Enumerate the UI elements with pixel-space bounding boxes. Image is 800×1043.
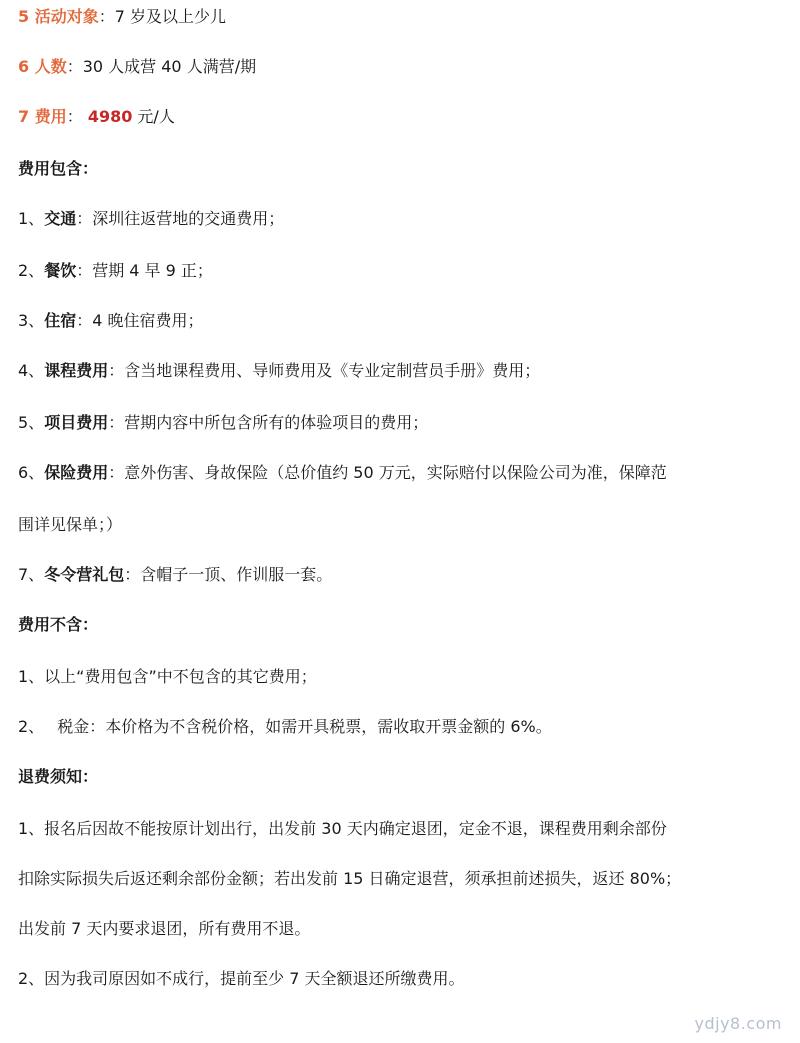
- item-number: 2、: [18, 261, 45, 280]
- item-number: 6、: [18, 463, 45, 482]
- item-number: 4、: [18, 361, 45, 380]
- item-text: ：含当地课程费用、导师费用及《专业定制营员手册》费用；: [108, 361, 541, 380]
- fee-line: [18, 104, 786, 130]
- fee-unit: 元/人: [132, 107, 175, 126]
- includes-item-continuation: 围详见保单；）: [18, 515, 123, 534]
- participant-count-value: ：30 人成营 40 人满营/期: [66, 57, 257, 76]
- item-text: ：含帽子一顶、作训服一套。: [124, 565, 333, 584]
- item-title: 交通: [44, 209, 77, 228]
- excludes-item: 1、以上“费用包含”中不包含的其它费用；: [18, 667, 317, 686]
- item-text: ：深圳往返营地的交通费用；: [76, 209, 285, 228]
- item-text: ：意外伤害、身故保险（总价值约 50 万元，实际赔付以保险公司为准，保障范: [108, 463, 667, 482]
- item-title: 项目费用: [44, 413, 109, 432]
- activity-target-value: ：7 岁及以上少儿: [98, 7, 226, 26]
- excludes-item: 2、 税金：本价格为不含税价格，如需开具税票，需收取开票金额的 6%。: [18, 717, 552, 736]
- includes-item: [18, 460, 786, 486]
- item-title: 冬令营礼包: [44, 565, 125, 584]
- item-number: 3、: [18, 311, 45, 330]
- excludes-heading: 费用不含：: [18, 615, 99, 634]
- includes-item: [18, 410, 786, 436]
- item-title: 课程费用: [44, 361, 109, 380]
- item-title: 餐饮: [44, 261, 77, 280]
- item-number: 7、: [18, 565, 45, 584]
- item-number: 1、: [18, 209, 45, 228]
- activity-target-line: [18, 4, 786, 30]
- fee-label: 7 费用: [18, 107, 67, 126]
- participant-count-line: [18, 54, 786, 80]
- refund-item-line: 出发前 7 天内要求退团，所有费用不退。: [18, 919, 311, 938]
- includes-item: [18, 562, 786, 588]
- refund-item-line: 2、因为我司原因如不成行，提前至少 7 天全额退还所缴费用。: [18, 969, 465, 988]
- item-title: 保险费用: [44, 463, 109, 482]
- includes-heading: 费用包含：: [18, 159, 99, 178]
- activity-target-label: 5 活动对象: [18, 7, 99, 26]
- site-watermark: ydjy8.com: [694, 1014, 782, 1033]
- includes-item: [18, 258, 786, 284]
- includes-item: [18, 206, 786, 232]
- refund-item-line: 1、报名后因故不能按原计划出行，出发前 30 天内确定退团，定金不退，课程费用剩余部份: [18, 819, 667, 838]
- participant-count-label: 6 人数: [18, 57, 67, 76]
- item-text: ：营期 4 早 9 正；: [76, 261, 213, 280]
- refund-heading: 退费须知：: [18, 767, 99, 786]
- item-title: 住宿: [44, 311, 77, 330]
- item-text: ：4 晚住宿费用；: [76, 311, 204, 330]
- includes-item: [18, 308, 786, 334]
- includes-item: [18, 358, 786, 384]
- item-number: 5、: [18, 413, 45, 432]
- fee-separator: ：: [66, 107, 88, 126]
- item-text: ：营期内容中所包含所有的体验项目的费用；: [108, 413, 429, 432]
- fee-price: 4980: [87, 107, 133, 126]
- refund-item-line: 扣除实际损失后返还剩余部份金额；若出发前 15 日确定退营，须承担前述损失，返还 80%；: [18, 869, 682, 888]
